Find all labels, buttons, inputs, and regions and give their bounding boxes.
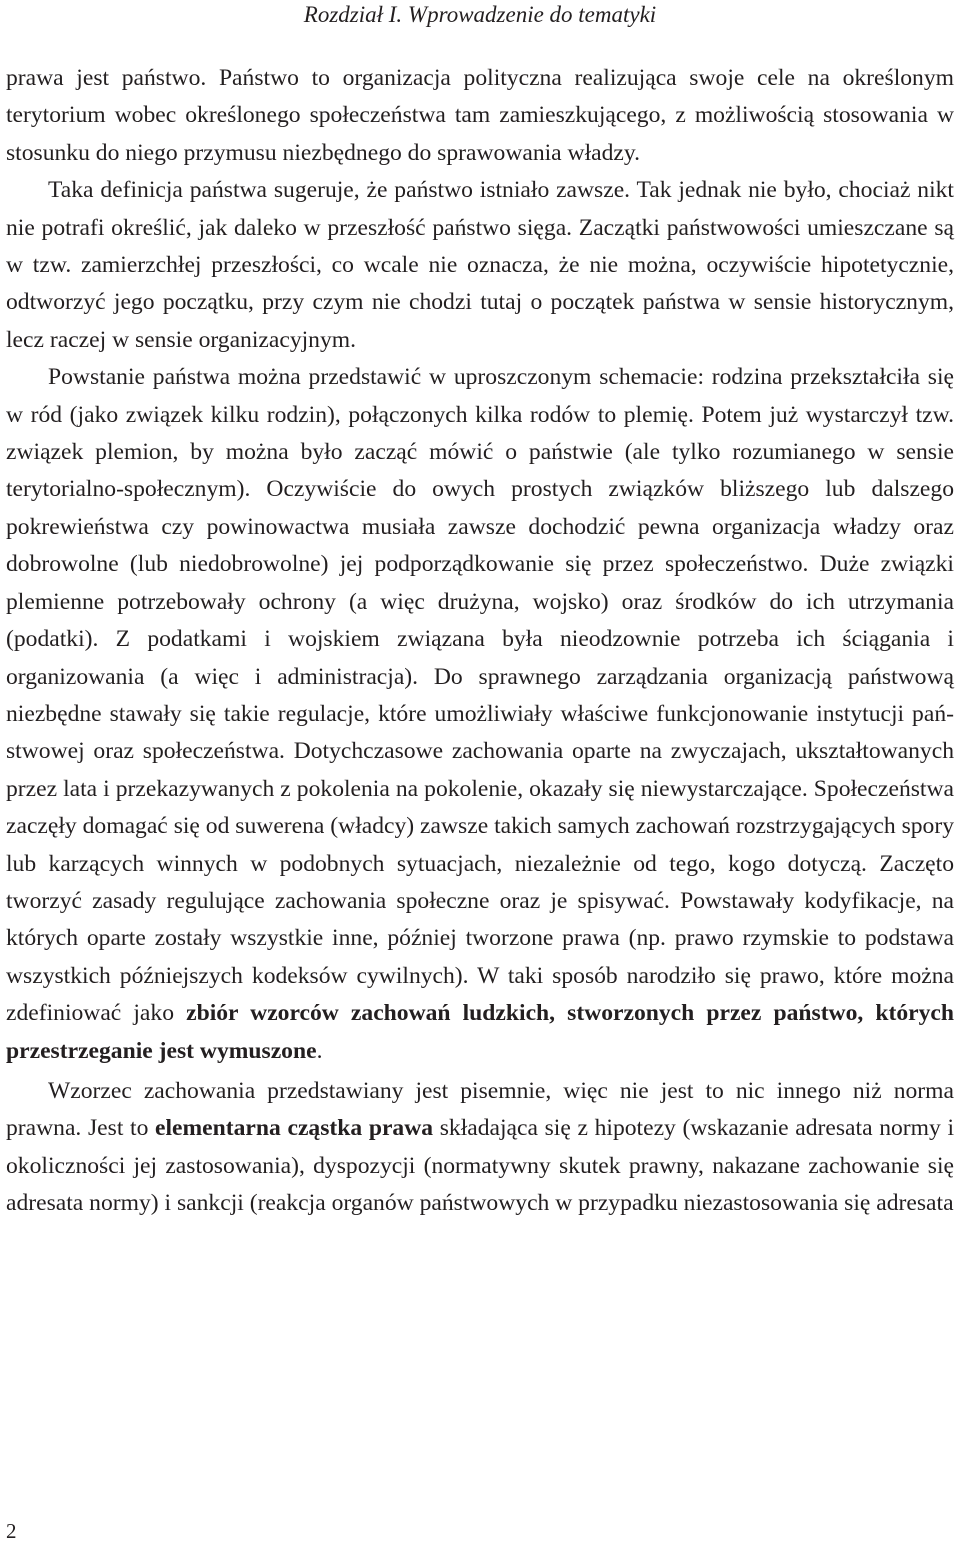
text-segment: Wzorzec zachowania przedstawiany jest pisemnie, więc nie jest to nic innego niż norma prawna. Jest to (6, 1077, 954, 1142)
text-segment: prawa jest państwo. Państwo to organizacja polityczna realizująca swoje cele na określonym terytorium wobec określonego społeczeństwa tam zamieszkującego, z możliwością stosowania w stosunku do niego przymusu niezbędnego do sprawowania władzy. (6, 65, 954, 166)
paragraph (6, 1073, 954, 1223)
body-text (6, 60, 954, 1223)
text-segment: składająca się z hipotezy (wskazanie adresata normy i okoliczności jej zastosowania), dyspozycji (normatywny skutek prawny, nakazane zachowanie się adresata normy) i sankcji (reakcja organów państwowych w przypadku niezastosowania się adresata (6, 1115, 954, 1217)
page-number: 2 (6, 1519, 17, 1543)
text-segment: . (316, 1037, 323, 1064)
text-segment: Taka definicja państwa sugeruje, że państwo istniało zawsze. Tak jednak nie było, chociaż nikt nie potrafi określić, jak daleko w przeszłość państwo sięga. Zaczątki państwowości umieszczane są w tzw. zamierzchłej przeszłości, co wcale nie oznacza, że nie można, oczywiście hipotetycznie, odtworzyć jego początku, przy czym nie chodzi tutaj o początek państwa w sensie historycznym, lecz raczej w sensie organizacyjnym. (6, 177, 954, 353)
text-segment: Powstanie państwa można przedstawić w uproszczonym schemacie: rodzina przekształciła się w ród (jako związek kilku rodzin), połączonych kilka rodów to plemię. Potem już wystarczył tzw. związek plemion, by można było zacząć mówić o państwie (ale tylko rozumianego w sensie terytorialno-społecznym). Oczywiście do owych prostych związków bliższego lub dalszego pokrewieństwa czy powinowactwa musiała zawsze dochodzić pewna organizacja władzy oraz dobrowolne (lub niedobrowolne) jej podporządkowanie się przez społeczeństwo. Duże związki plemienne potrzebowały ochrony (a więc drużyna, wojsko) oraz środków do ich utrzymania (podatki). Z podatkami i wojskiem związana była nieodzownie potrzeba ich ściągania i organizowania (a więc i administracja). Do sprawnego zarządzania organizacją państwową niezbędne stawały się takie regulacje, które umożliwiały właściwe funkcjonowanie instytucji państwowej oraz społeczeństwa. Dotychczasowe zachowania oparte na zwyczajach, ukształtowanych przez lata i przekazywanych z pokolenia na pokolenie, okazały się niewystarczające. Społeczeństwa zaczęły domagać się od suwerena (władcy) zawsze takich samych zachowań rozstrzygających spory lub karzących winnych w podobnych sytuacjach, niezależnie od tego, kogo dotyczą. Zaczęto tworzyć zasady regulujące zachowania społeczne oraz je spisywać. Powstawały kodyfikacje, na których oparte zostały wszystkie inne, później tworzone prawa (np. prawo rzymskie to podstawa wszystkich późniejszych kodeksów cywilnych). W taki sposób narodziło się prawo, które można zdefiniować jako (6, 364, 954, 1027)
bold-definition: zbiór wzorców zachowań ludzkich, stworzonych przez państwo, których przestrzeganie jest wymuszone (6, 1000, 955, 1064)
paragraph (6, 60, 954, 172)
paragraph (6, 359, 954, 1070)
bold-term: elementarna cząstka prawa (155, 1115, 434, 1142)
paragraph (6, 172, 954, 359)
running-header: Rozdział I. Wprowadzenie do tematyki (303, 2, 657, 27)
